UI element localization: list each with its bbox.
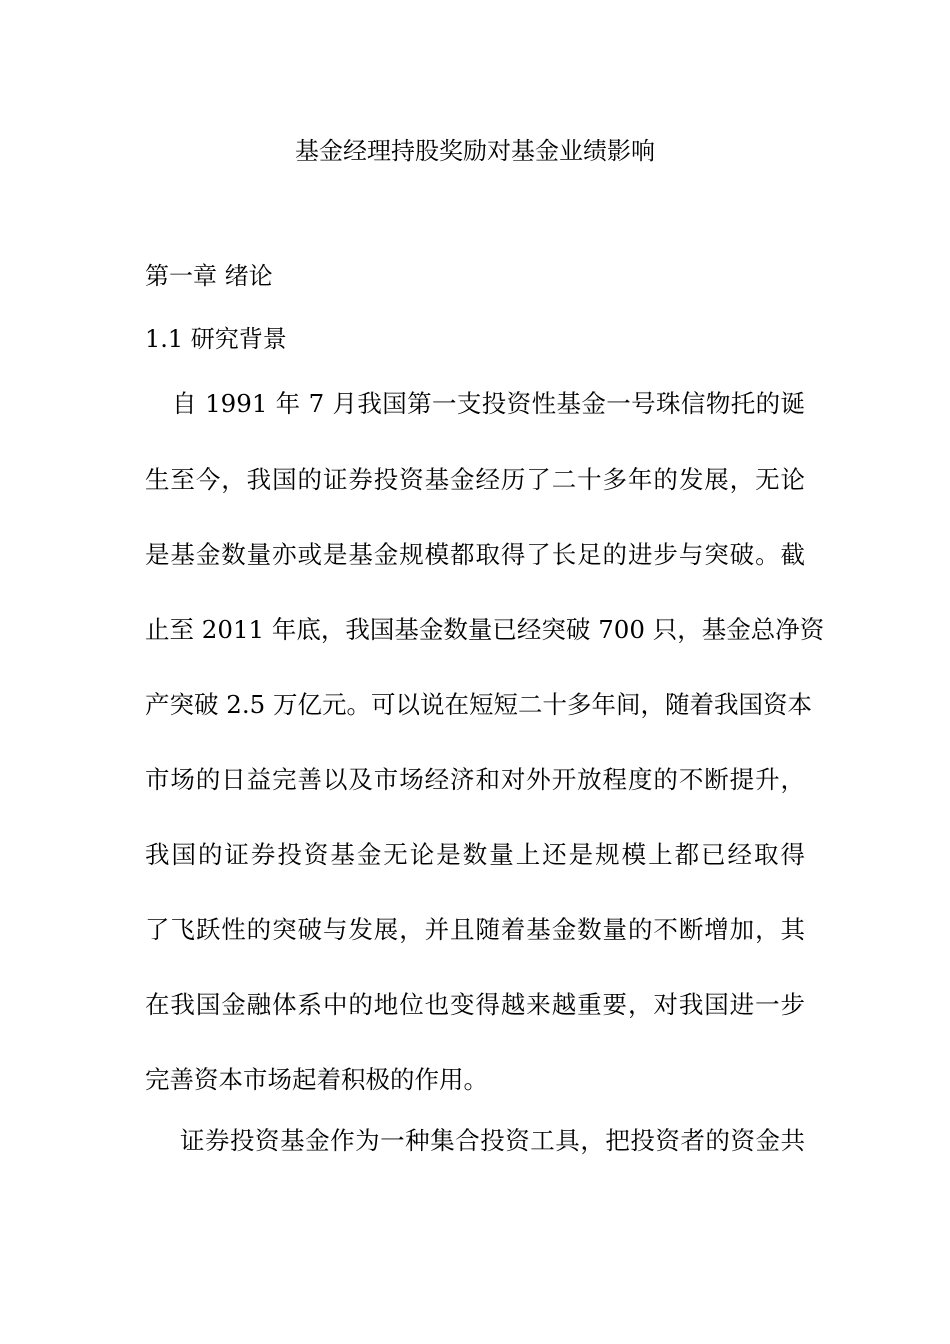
paragraph-line: 在我国金融体系中的地位也变得越来越重要，对我国进一步	[145, 990, 805, 1019]
document-title: 基金经理持股奖励对基金业绩影响	[295, 137, 655, 165]
paragraph-line: 了飞跃性的突破与发展，并且随着基金数量的不断增加，其	[145, 915, 805, 944]
paragraph-line: 止至 2011 年底，我国基金数量已经突破 700 只，基金总净资	[145, 615, 825, 644]
paragraph-line: 市场的日益完善以及市场经济和对外开放程度的不断提升，	[145, 765, 805, 794]
paragraph-line: 产突破 2.5 万亿元。可以说在短短二十多年间，随着我国资本	[145, 690, 813, 719]
section-heading: 1.1 研究背景	[145, 325, 287, 353]
paragraph-line: 证券投资基金作为一种集合投资工具，把投资者的资金共	[180, 1126, 805, 1155]
paragraph-line: 生至今，我国的证券投资基金经历了二十多年的发展，无论	[145, 465, 805, 494]
chapter-heading: 第一章 绪论	[145, 262, 273, 290]
paragraph-line: 自 1991 年 7 月我国第一支投资性基金一号珠信物托的诞	[172, 389, 805, 418]
paragraph-line: 完善资本市场起着积极的作用。	[145, 1065, 488, 1094]
paragraph-line: 我国的证券投资基金无论是数量上还是规模上都已经取得	[145, 840, 805, 869]
paragraph-line: 是基金数量亦或是基金规模都取得了长足的进步与突破。截	[145, 540, 805, 569]
